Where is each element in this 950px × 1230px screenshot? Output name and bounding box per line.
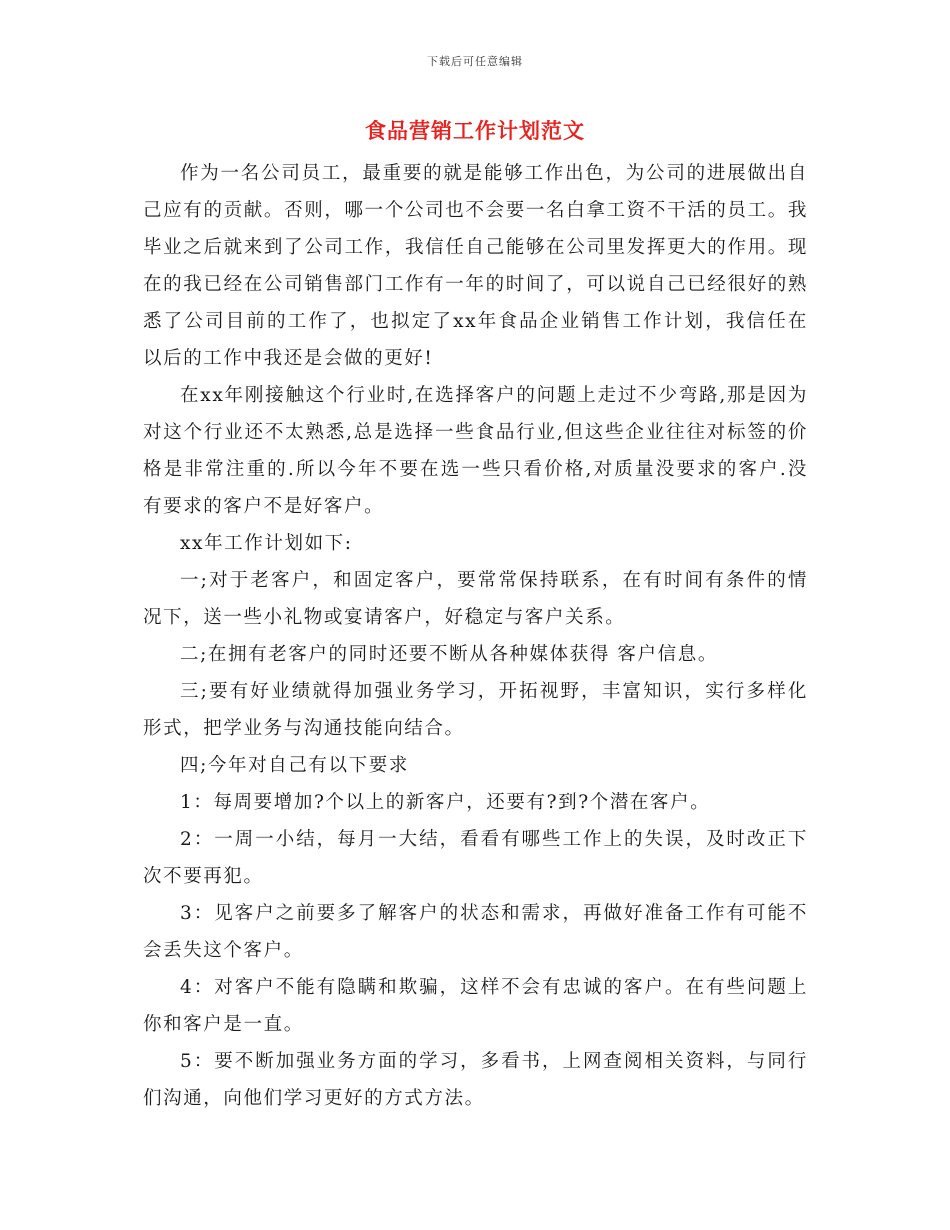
paragraph-plan-heading: xx年工作计划如下: [180, 533, 353, 554]
paragraph-plan-item-4: 四;今年对自己有以下要求 [180, 755, 409, 776]
paragraph-requirement-5: 5：要不断加强业务方面的学习，多看书，上网查阅相关资料，与同行们沟通，向他们学习更好的方式方法。 [143, 1051, 808, 1109]
paragraph-plan-item-2: 二;在拥有老客户的同时还要不断从各种媒体获得 客户信息。 [180, 644, 718, 665]
paragraph-plan-item-1: 一;对于老客户，和固定客户，要常常保持联系，在有时间有条件的情况下，送一些小礼物或宴请客户，好稳定与客户关系。 [143, 570, 808, 628]
document-body [143, 155, 808, 1117]
paragraph-requirement-2: 2：一周一小结，每月一大结，看看有哪些工作上的失误，及时改正下次不要再犯。 [143, 829, 808, 887]
paragraph-requirement-1: 1：每周要增加?个以上的新客户，还要有?到?个潜在客户。 [180, 792, 711, 813]
paragraph-background: 在xx年刚接触这个行业时,在选择客户的问题上走过不少弯路,那是因为对这个行业还不太熟悉,总是选择一些食品行业,但这些企业往往对标签的价格是非常注重的.所以今年不要在选一些只看价格,对质量没要求的客户.没有要求的客户不是好客户。 [143, 385, 808, 517]
paragraph-requirement-3: 3：见客户之前要多了解客户的状态和需求，再做好准备工作有可能不会丢失这个客户。 [143, 903, 808, 961]
header-note: 下载后可任意编辑 [427, 55, 523, 68]
paragraph-plan-item-3: 三;要有好业绩就得加强业务学习，开拓视野，丰富知识，实行多样化形式，把学业务与沟通技能向结合。 [143, 681, 808, 739]
paragraph-requirement-4: 4：对客户不能有隐瞒和欺骗，这样不会有忠诚的客户。在有些问题上你和客户是一直。 [143, 977, 808, 1035]
paragraph-intro: 作为一名公司员工，最重要的就是能够工作出色，为公司的进展做出自己应有的贡献。否则，哪一个公司也不会要一名白拿工资不干活的员工。我毕业之后就来到了公司工作，我信任自己能够在公司里发挥更大的作用。现在的我已经在公司销售部门工作有一年的时间了，可以说自己已经很好的熟悉了公司目前的工作了，也拟定了xx年食品企业销售工作计划，我信任在以后的工作中我还是会做的更好! [143, 163, 808, 369]
document-title: 食品营销工作计划范文 [365, 118, 585, 143]
